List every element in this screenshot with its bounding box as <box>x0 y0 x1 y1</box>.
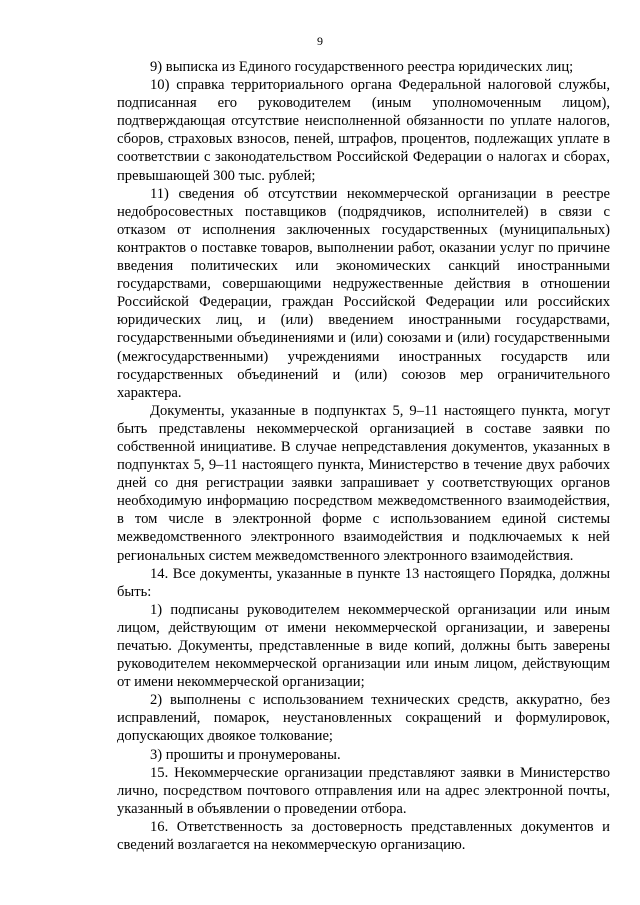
paragraph-clause-15: 15. Некоммерческие организации представляют заявки в Министерство лично, посредством почтового отправления или на адрес электронной почты, указанный в объявлении о проведении отбора. <box>117 764 610 817</box>
paragraph-item-9-extract: 9) выписка из Единого государственного реестра юридических лиц; <box>150 59 574 75</box>
paragraph-item-11-registry-info: 11) сведения об отсутствии некоммерческой организации в реестре недобросовестных поставщиков (подрядчиков, исполнителей) в связи с отказом от исполнения заключенных государственных (муниципальных) контрактов о поставке товаров, выполнении работ, оказании услуг по причине введения политических или экономических санкций иностранными государствами, совершающими недружественные действия в отношении Российской Федерации, граждан Российской Федерации или российских юридических лиц, и (или) введением иностранными государствами, государственными объединениями и (или) союзами и (или) государственными (межгосударственными) учреждениями иностранных государств или государственных объединений и (или) союзов мер ограничительного характера. <box>117 185 610 401</box>
page-number: 9 <box>317 34 323 48</box>
paragraph-documents-submission: Документы, указанные в подпунктах 5, 9–11 настоящего пункта, могут быть представлены некоммерческой организацией в составе заявки по собственной инициативе. В случае непредставления документов, указанных в подпунктах 5, 9–11 настоящего пункта, Министерство в течение двух рабочих дней со дня регистрации заявки запрашивает у соответствующих органов необходимую информацию посредством межведомственного взаимодействия, в том числе в электронной форме с использованием единой системы межведомственного электронного взаимодействия и подключаемых к ней региональных систем межведомственного электронного взаимодействия. <box>117 402 610 564</box>
paragraph-item-10-tax-certificate: 10) справка территориального органа Федеральной налоговой службы, подписанная его руководителем (иным уполномоченным лицом), подтверждающая отсутствие неисполненной обязанности по уплате налогов, сборов, страховых взносов, пеней, штрафов, процентов, подлежащих уплате в соответствии с законодательством Российской Федерации о налогах и сборах, превышающей 300 тыс. рублей; <box>117 77 610 184</box>
paragraph-clause-14: 14. Все документы, указанные в пункте 13 настоящего Порядка, должны быть: <box>117 565 610 600</box>
paragraph-clause-14-item-2: 2) выполнены с использованием технических средств, аккуратно, без исправлений, помарок, неустановленных сокращений и формулировок, допускающих двоякое толкование; <box>117 692 610 745</box>
paragraph-clause-14-item-3: 3) прошиты и пронумерованы. <box>150 746 341 763</box>
paragraph-clause-14-item-1: 1) подписаны руководителем некоммерческой организации или иным лицом, действующим от имени некоммерческой организации, и заверены печатью. Документы, представленные в виде копий, должны быть заверены руководителем некоммерческой организации или иным лицом, действующим от имени некоммерческой организации; <box>117 601 610 691</box>
paragraph-clause-16: 16. Ответственность за достоверность представленных документов и сведений возлагается на некоммерческую организацию. <box>117 818 610 854</box>
document-body <box>117 58 610 854</box>
